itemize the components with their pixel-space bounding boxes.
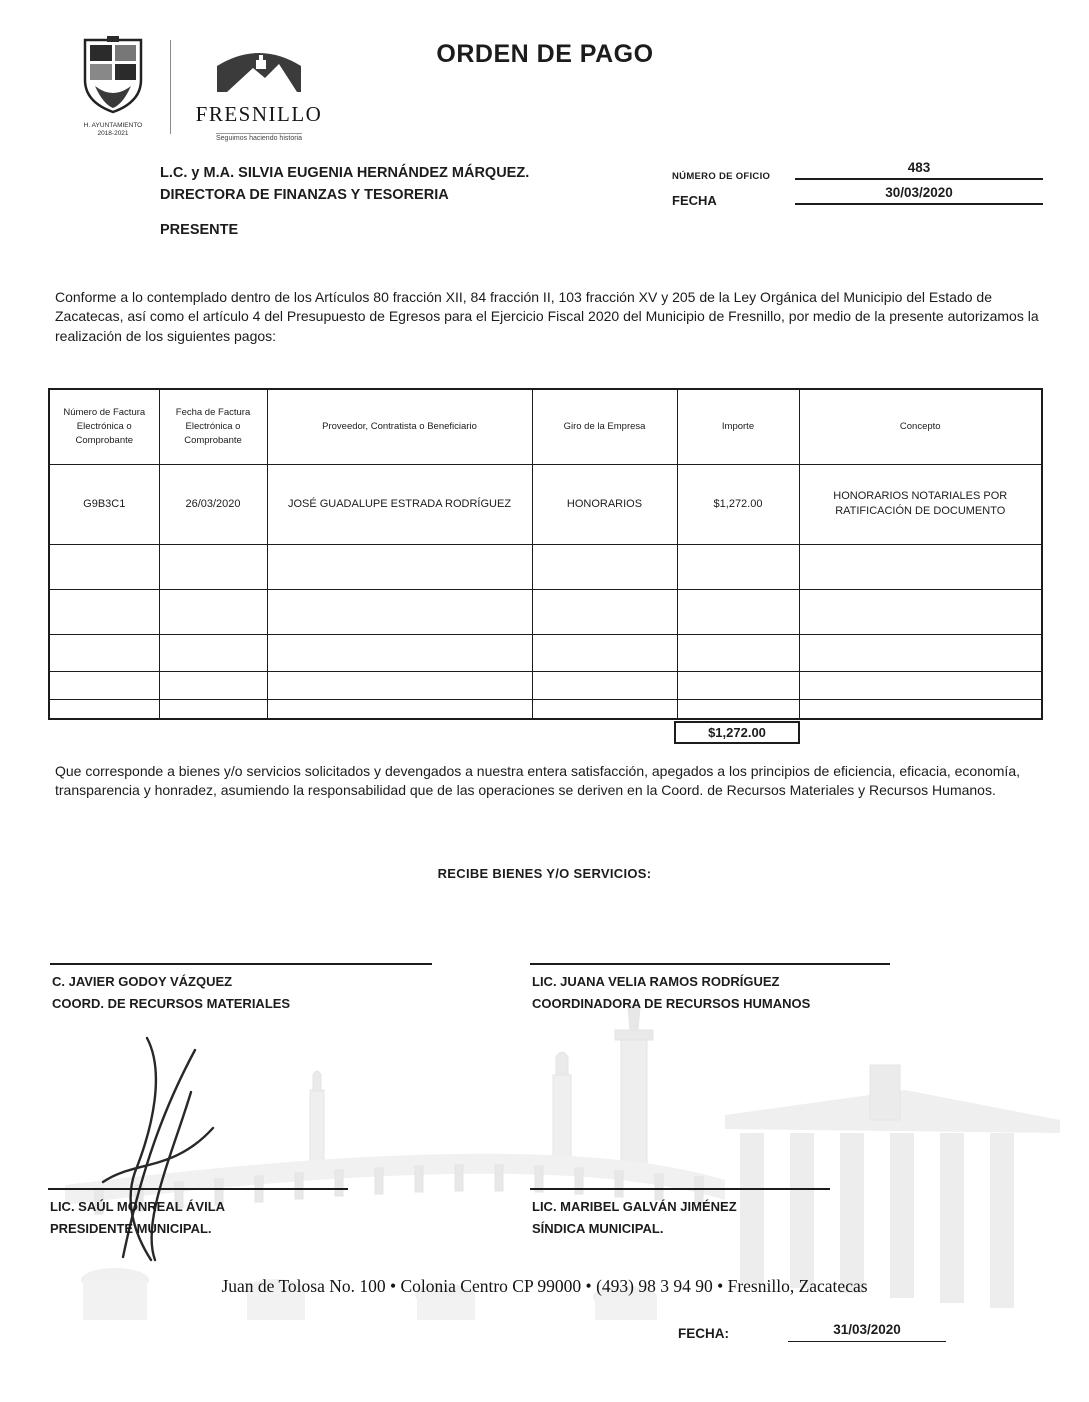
header-importe: Importe [677, 389, 799, 464]
addressee-block [160, 162, 529, 241]
signature-line-recursos-materiales [50, 963, 432, 965]
table-header-row [49, 389, 1042, 464]
crest-caption: H. AYUNTAMIENTO 2018-2021 [83, 122, 143, 137]
header-divider [170, 40, 171, 134]
fresnillo-logo-text: FRESNILLO [195, 102, 323, 126]
confirmation-paragraph: Que corresponde a bienes y/o servicios solicitados y devengados a nuestra entera satisfacción, apegados a los principios de eficiencia, eficacia, economía, transparencia y honradez, asumiendo la responsabilidad que de las operaciones se deriven en la Coord. de Recursos Materiales y Recursos Humanos. [55, 763, 1021, 799]
table-row-empty [49, 671, 1042, 699]
coat-of-arms-icon [81, 36, 145, 116]
signatory-title: SÍNDICA MUNICIPAL. [532, 1221, 664, 1237]
signatory-sindica [532, 1196, 737, 1240]
signature-line-sindica [530, 1188, 830, 1190]
fresnillo-logo-tagline: Seguimos haciendo historia [216, 135, 302, 142]
recibe-section-title: RECIBE BIENES Y/O SERVICIOS: [437, 866, 652, 881]
fecha-value: 30/03/2020 [795, 185, 1043, 205]
table-row-empty [49, 544, 1042, 589]
cell-concepto: HONORARIOS NOTARIALES POR RATIFICACIÓN DE DOCUMENTO [799, 464, 1042, 544]
table-row-empty [49, 589, 1042, 634]
header-numero-factura: Número de Factura Electrónica o Comprobante [49, 389, 159, 464]
signatory-name: LIC. JUANA VELIA RAMOS RODRÍGUEZ [532, 974, 780, 989]
table-row-empty [49, 699, 1042, 719]
cell-fecha-factura: 26/03/2020 [159, 464, 267, 544]
signatory-title: COORDINADORA DE RECURSOS HUMANOS [532, 996, 811, 1012]
cell-giro: HONORARIOS [532, 464, 677, 544]
handwritten-signature [95, 1032, 235, 1267]
header-proveedor: Proveedor, Contratista o Beneficiario [267, 389, 532, 464]
fresnillo-logo [184, 48, 334, 145]
header-fecha-factura: Fecha de Factura Electrónica o Comprobante [159, 389, 267, 464]
payments-table [48, 388, 1043, 720]
footer-fecha-label: FECHA: [678, 1326, 729, 1341]
signature-line-recursos-humanos [530, 963, 890, 965]
signatory-name: LIC. SAÚL MONREAL ÁVILA [50, 1199, 226, 1214]
cell-importe: $1,272.00 [677, 464, 799, 544]
municipal-crest [76, 36, 150, 138]
cell-numero-factura: G9B3C1 [49, 464, 159, 544]
signatory-recursos-humanos [532, 971, 810, 1015]
table-row-empty [49, 634, 1042, 671]
total-importe: $1,272.00 [674, 721, 800, 744]
addressee-name: L.C. y M.A. SILVIA EUGENIA HERNÁNDEZ MÁRQUEZ. [160, 165, 530, 181]
signatory-name: LIC. MARIBEL GALVÁN JIMÉNEZ [532, 1199, 737, 1214]
signatory-title: COORD. DE RECURSOS MATERIALES [52, 996, 291, 1012]
cell-proveedor: JOSÉ GUADALUPE ESTRADA RODRÍGUEZ [267, 464, 532, 544]
header-concepto: Concepto [799, 389, 1042, 464]
numero-de-oficio-label: NÚMERO DE OFICIO [672, 171, 771, 182]
page-title: ORDEN DE PAGO [436, 40, 654, 68]
addressee-title: DIRECTORA DE FINANZAS Y TESORERIA [160, 187, 449, 204]
header-giro: Giro de la Empresa [532, 389, 677, 464]
numero-de-oficio-value: 483 [795, 160, 1043, 180]
fresnillo-logo-icon [213, 48, 305, 94]
table-row [49, 464, 1042, 544]
fecha-label: FECHA [672, 193, 717, 208]
signatory-recursos-materiales [52, 971, 290, 1015]
signatory-title: PRESIDENTE MUNICIPAL. [50, 1221, 212, 1237]
addressee-salutation: PRESENTE [160, 221, 239, 238]
footer-fecha-value: 31/03/2020 [788, 1322, 946, 1342]
intro-paragraph: Conforme a lo contemplado dentro de los Artículos 80 fracción XII, 84 fracción II, 103 fracción XV y 205 de la Ley Orgánica del Municipio del Estado de Zacatecas, así como el artículo 4 del Presupuesto de Egresos para el Ejercicio Fiscal 2020 del Municipio de Fresnillo, por medio de la presente autorizamos la realización de los siguientes pagos: [55, 289, 1039, 344]
footer-address: Juan de Tolosa No. 100 • Colonia Centro CP 99000 • (493) 98 3 94 90 • Fresnillo, Zacatecas [221, 1276, 868, 1296]
signatory-name: C. JAVIER GODOY VÁZQUEZ [52, 974, 233, 989]
